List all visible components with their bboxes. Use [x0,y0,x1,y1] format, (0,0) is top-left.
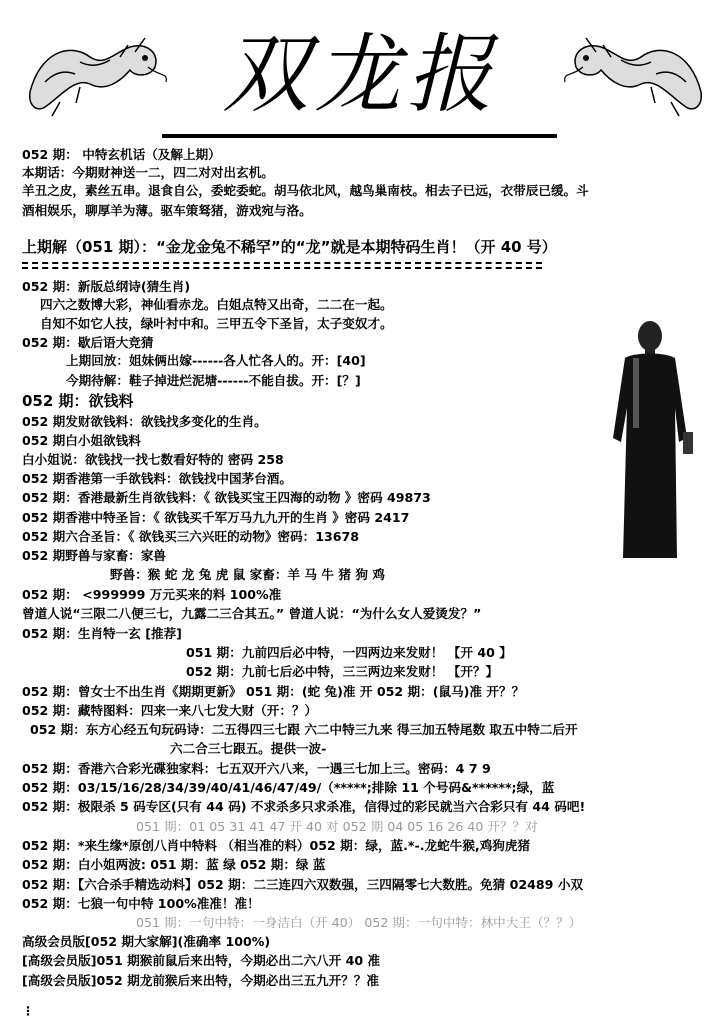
text-line: 052 期：*来生缘*原创八肖中特料 （相当准的料）052 期：绿，蓝.*-.龙蛇牛猴,鸡狗虎猪 [22,838,531,853]
text-line: 052 期：歇后语大竞猜 [22,335,154,350]
dragon-right-icon [561,22,711,127]
text-line: 052 期香港第一手欲钱料：欲钱找中国茅台酒。 [22,471,292,486]
text-line: 今期待解：鞋子掉进烂泥塘------不能自拔。开：[？] [66,373,361,388]
text-line: 052 期香港中特圣旨：《 欲钱买千军万马九九开的生肖 》密码 2417 [22,510,410,525]
divider [22,267,542,269]
text-line: [高级会员版]052 期龙前猴后来出特，今期必出三五九开？？准 [22,973,380,988]
text-line: 052 期：极限杀 5 码专区(只有 44 码) 不求杀多只求杀准，信得过的彩民就当六合彩只有 44 码吧! [22,799,586,814]
title-underline [162,134,557,138]
text-line: 051 期：01 05 31 41 47 开 40 对 052 期 04 05 16 26 40 开？？对 [136,819,538,834]
text-line: 052 期：03/15/16/28/34/39/40/41/46/47/49/（*****;排除 11 个号码&******;绿，蓝 [22,780,555,795]
text-line: 上期回放：姐妹俩出嫁------各人忙各人的。开：[40] [66,353,366,368]
text-line: 曾道人说“三限二八便三七，九露二三合其五。” 曾道人说：“为什么女人爱烫发？” [22,606,482,621]
person-silhouette-icon [605,318,695,568]
text-line: 052 期：藏特图料：四来一来八七发大财（开：？） [22,703,318,718]
header-banner [0,0,715,148]
text-line: 052 期：香港六合彩光碟独家料：七五双开六八来，一遇三七加上三。密码：4 7 9 [22,761,491,776]
text-line: 六二合三七跟五。提供一波- [170,741,327,756]
text-line: 052 期：【六合杀手精选动料】052 期：二三连四六双数强，三四隔零七大数胜。免猜 02489 小双 [22,877,584,892]
text-line: 052 期： 中特玄机话（及解上期） [22,147,221,162]
text-line: 052 期发财欲钱料：欲钱找多变化的生肖。 [22,414,267,429]
text-line: 酒相娱乐，聊厚羊为薄。驱车策驽猪，游戏宛与洛。 [22,203,312,218]
text-line: 本期话：今期财神送一二，四二对对出玄机。 [22,165,274,180]
text-line: [高级会员版]051 期猴前鼠后来出特，今期必出二六八开 40 准 [22,953,381,968]
text-line: 上期解（051 期）：“金龙金兔不稀罕”的“龙”就是本期特码生肖！（开 40 号） [22,238,557,256]
text-line: 高级会员版[052 期大家解](准确率 100%) [22,934,271,949]
text-line: 052 期白小姐欲钱料 [22,433,141,448]
text-line: 052 期：七狼一句中特 100%准准！准！ [22,896,260,911]
text-line: 052 期：香港最新生肖欲钱料：《 欲钱买宝王四海的动物 》密码 49873 [22,490,431,505]
text-line: 四六之数博大彩，神仙看赤龙。白姐点特又出奇，二二在一起。 [40,297,393,312]
text-line: 052 期六合圣旨：《 欲钱买三六兴旺的动物》密码：13678 [22,529,360,544]
text-line: 052 期：白小姐两波: 051 期：蓝 绿 052 期：绿 蓝 [22,857,326,872]
divider [22,262,542,264]
text-line: 052 期：东方心经五句玩码诗：二五得四三七跟 六二中特三九来 得三加五特尾数 取五中特二后开 [30,722,578,737]
text-line: 白小姐说：欲钱找一找七数看好特的 密码 258 [22,452,284,467]
page-title: 双龙报 [222,25,499,125]
text-line: 052 期：欲钱料 [22,392,134,410]
text-line: 自知不如它人技，绿叶衬中和。三甲五令下圣旨，太子变奴才。 [40,316,393,331]
text-line: 052 期：九前七后必中特，三三两边来发财！ 【开？】 [186,664,499,679]
text-line: 052 期野兽与家畜：家兽 [22,548,167,563]
text-line: 052 期： <999999 万元买来的料 100%准 [22,587,282,602]
text-line: 野兽：猴 蛇 龙 兔 虎 鼠 家畜：羊 马 牛 猪 狗 鸡 [110,567,385,582]
text-line: 052 期：新版总纲诗(猜生肖) [22,279,191,294]
text-line: 羊丑之皮，素丝五串。退食自公，委蛇委蛇。胡马依北风，越鸟巢南枝。相去子已远，衣带辰已缓。斗 [22,183,589,198]
dragon-left-icon [20,22,170,127]
text-line: 051 期：一句中特：一身洁白（开 40） 052 期：一句中特：林中大王（？？） [136,915,582,930]
text-line: 052 期：曾女士不出生肖《期期更新》 051 期：(蛇 兔)准 开 052 期：(鼠马)准 开？？ [22,684,525,699]
text-line: 052 期：生肖特一玄 [推荐] [22,626,182,641]
footer-mark: ⋮ [22,1004,34,1018]
text-line: 051 期：九前四后必中特，一四两边来发财！ 【开 40 】 [186,645,512,660]
